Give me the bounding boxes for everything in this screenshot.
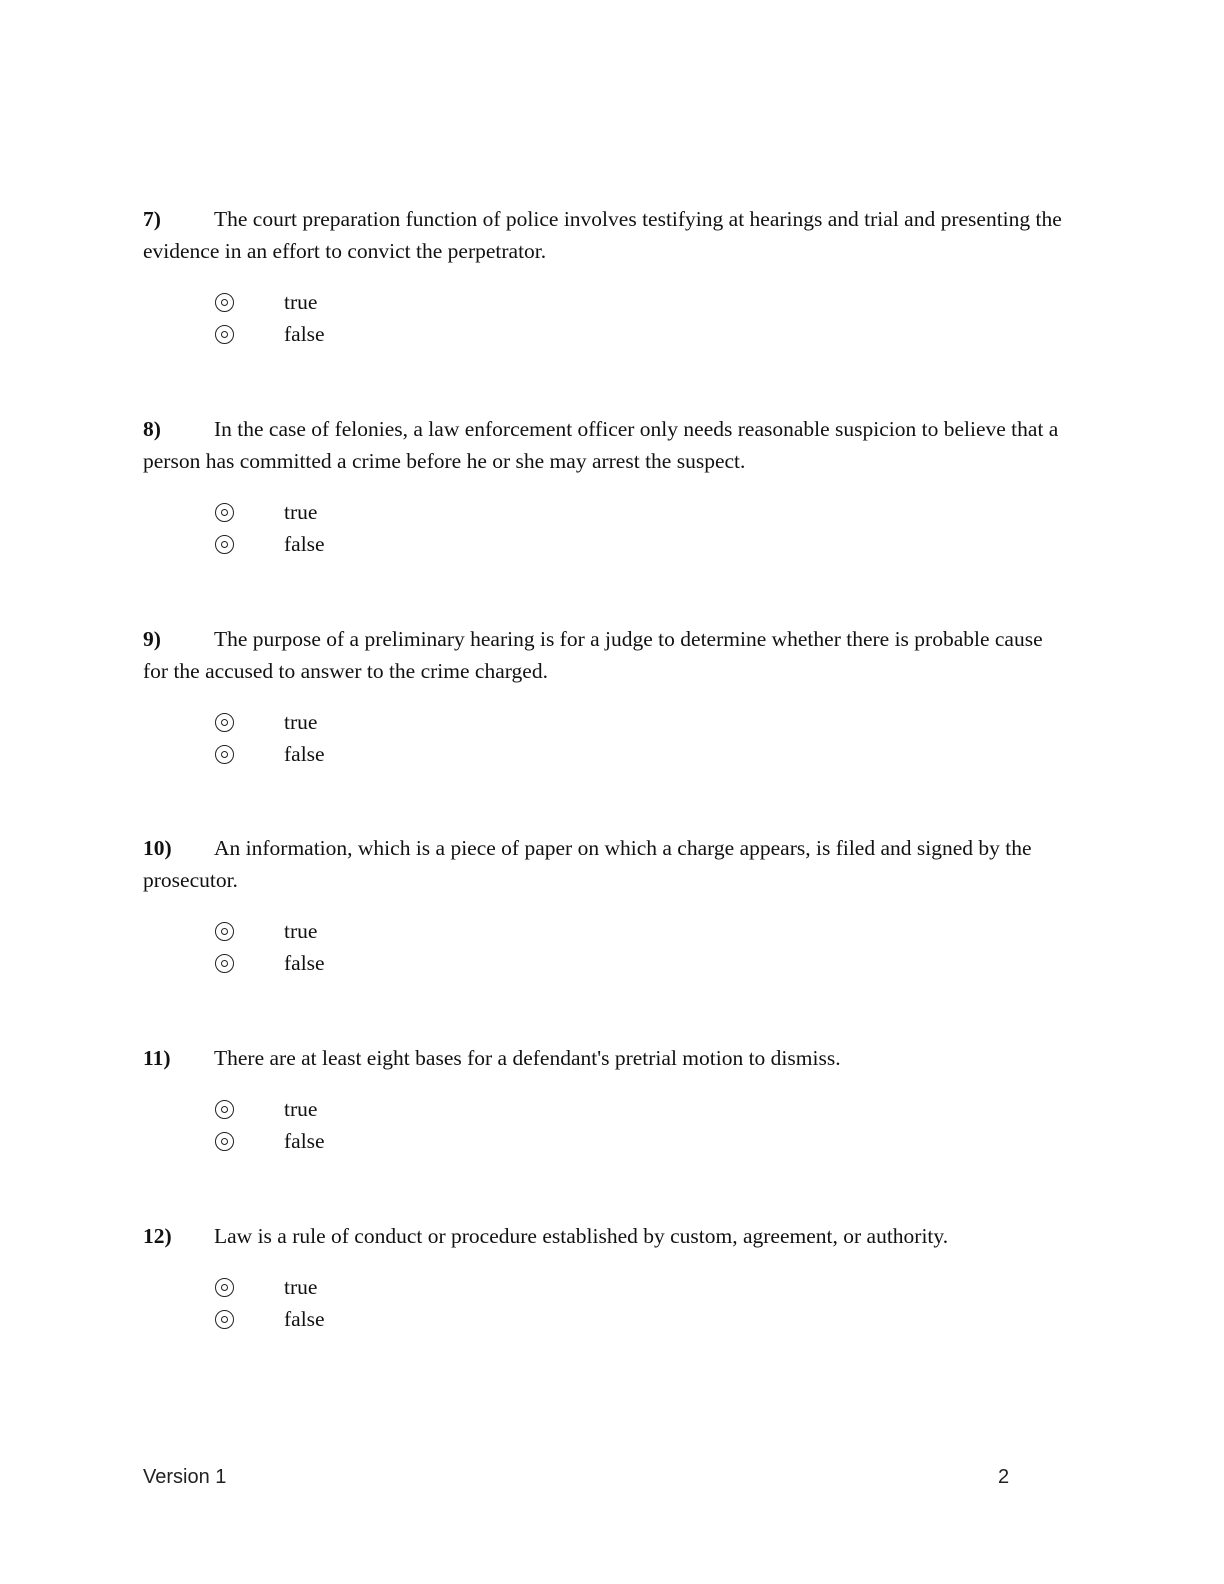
option-false[interactable] — [215, 1125, 1063, 1157]
answer-options — [215, 1271, 1063, 1335]
option-false[interactable] — [215, 528, 1063, 560]
radio-button-icon[interactable] — [215, 535, 234, 554]
option-label: true — [284, 289, 318, 314]
question-text — [143, 203, 1063, 267]
answer-options — [215, 1093, 1063, 1157]
answer-options — [215, 286, 1063, 350]
option-label: true — [284, 709, 318, 734]
option-false[interactable] — [215, 1303, 1063, 1335]
question-body: Law is a rule of conduct or procedure established by custom, agreement, or authority. — [214, 1224, 949, 1248]
radio-button-icon[interactable] — [215, 1310, 234, 1329]
option-label: false — [284, 531, 325, 556]
option-label: true — [284, 918, 318, 943]
radio-button-icon[interactable] — [215, 745, 234, 764]
option-label: true — [284, 1274, 318, 1299]
option-label: false — [284, 950, 325, 975]
question-number: 8) — [143, 417, 161, 441]
footer-version: Version 1 — [143, 1466, 227, 1488]
radio-button-icon[interactable] — [215, 293, 234, 312]
option-true[interactable] — [215, 1093, 1063, 1125]
footer-page-number: 2 — [998, 1466, 1010, 1488]
question-text — [143, 623, 1063, 687]
question-text — [143, 1220, 1063, 1252]
question-number: 12) — [143, 1224, 172, 1248]
option-false[interactable] — [215, 947, 1063, 979]
radio-button-icon[interactable] — [215, 325, 234, 344]
radio-button-icon[interactable] — [215, 1100, 234, 1119]
question-body: In the case of felonies, a law enforcement officer only needs reasonable suspicion to believe that a person has committed a crime before he or she may arrest the suspect. — [143, 417, 1059, 473]
answer-options — [215, 706, 1063, 770]
radio-button-icon[interactable] — [215, 503, 234, 522]
question-9 — [143, 623, 1063, 770]
radio-button-icon[interactable] — [215, 1132, 234, 1151]
option-label: true — [284, 1096, 318, 1121]
question-text — [143, 832, 1063, 896]
question-number: 10) — [143, 836, 172, 860]
option-true[interactable] — [215, 1271, 1063, 1303]
question-body: There are at least eight bases for a defendant's pretrial motion to dismiss. — [214, 1046, 841, 1070]
question-number: 11) — [143, 1046, 171, 1070]
question-body: The purpose of a preliminary hearing is for a judge to determine whether there is probable cause for the accused to answer to the crime charged. — [143, 627, 1043, 683]
option-true[interactable] — [215, 496, 1063, 528]
question-text — [143, 1042, 1063, 1074]
option-label: false — [284, 741, 325, 766]
question-body: An information, which is a piece of paper on which a charge appears, is filed and signed by the prosecutor. — [143, 836, 1032, 892]
option-false[interactable] — [215, 318, 1063, 350]
option-label: true — [284, 499, 318, 524]
option-true[interactable] — [215, 286, 1063, 318]
option-label: false — [284, 321, 325, 346]
radio-button-icon[interactable] — [215, 1278, 234, 1297]
question-7 — [143, 203, 1063, 350]
option-true[interactable] — [215, 706, 1063, 738]
radio-button-icon[interactable] — [215, 922, 234, 941]
question-number: 9) — [143, 627, 161, 651]
option-label: false — [284, 1128, 325, 1153]
question-body: The court preparation function of police involves testifying at hearings and trial and presenting the evidence in an effort to convict the perpetrator. — [143, 207, 1062, 263]
question-number: 7) — [143, 207, 161, 231]
question-8 — [143, 413, 1063, 560]
radio-button-icon[interactable] — [215, 954, 234, 973]
option-true[interactable] — [215, 915, 1063, 947]
answer-options — [215, 915, 1063, 979]
answer-options — [215, 496, 1063, 560]
radio-button-icon[interactable] — [215, 713, 234, 732]
option-label: false — [284, 1306, 325, 1331]
question-text — [143, 413, 1063, 477]
question-12 — [143, 1220, 1063, 1335]
question-10 — [143, 832, 1063, 979]
question-11 — [143, 1042, 1063, 1157]
option-false[interactable] — [215, 738, 1063, 770]
